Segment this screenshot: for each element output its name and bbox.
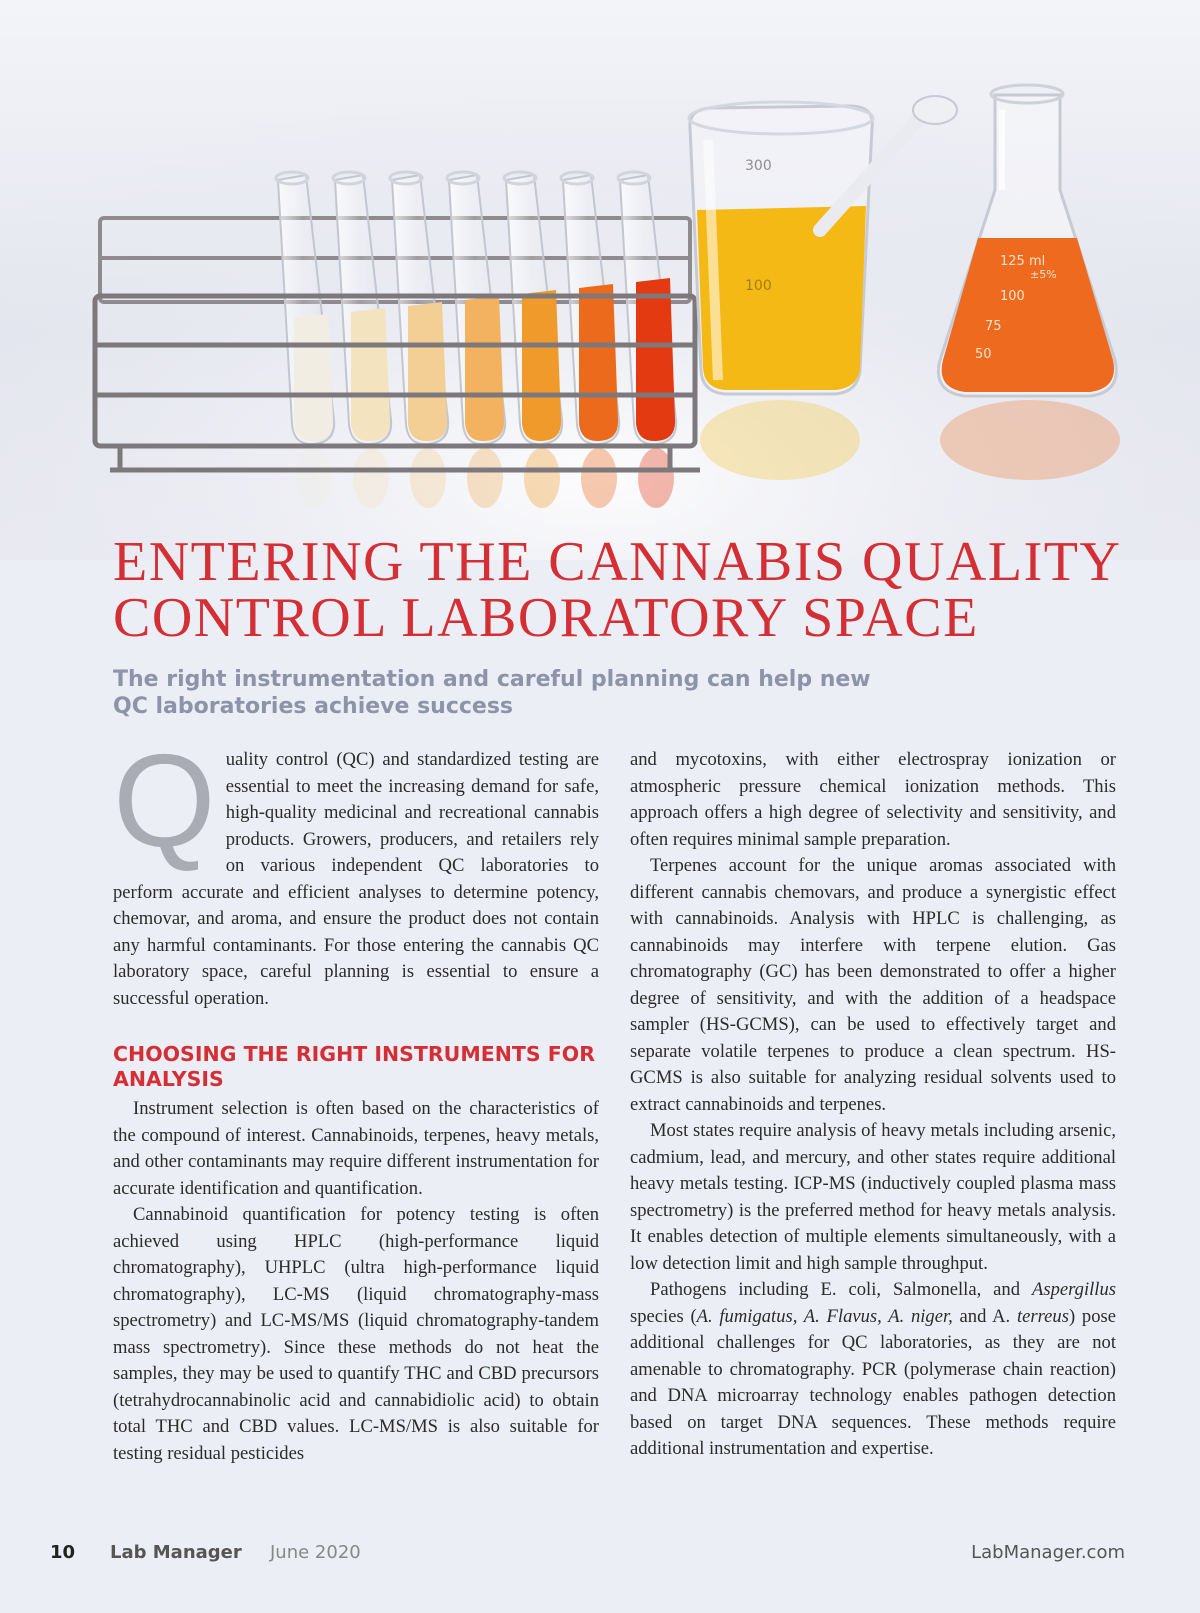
body-paragraph: Terpenes account for the unique aromas associated with different cannabis chemovars, and produce a synergistic effect with cannabinoids. Analysis with HPLC is challenging, as cannabinoids may interfere with terpene elution. Gas chromatography (GC) has been demonstrated to offer a higher degree of sensitivity, and with the addition of a headspace sampler (HS-GCMS), can be used to effectively target and separate volatile terpenes to produce a clean spectrum. HS-GCMS is also suitable for analyzing residual solvents used to extract cannabinoids and terpenes. — [630, 855, 1116, 1115]
intro-text: uality control (QC) and standardized testing are essential to meet the increasing demand for safe, high-quality medicinal and recreational cannabis products. Growers, producers, and retailers rely on various independent QC laboratories to perform accurate and efficient analyses to determine potency, chemovar, and aroma, and ensure the product does not contain any harmful contaminants. For those entering the cannabis QC laboratory space, careful planning is essential to ensure a successful operation. — [113, 749, 599, 1009]
text-run: Pathogens including E. coli, Salmonella, and — [650, 1279, 1032, 1300]
text-run: and A. — [952, 1305, 1017, 1327]
left-column — [113, 727, 599, 1467]
flask-mark: 125 ml — [1000, 254, 1046, 269]
right-column — [630, 747, 1116, 1463]
article-deck — [113, 666, 913, 720]
body-paragraph: Instrument selection is often based on the characteristics of the compound of interest. Cannabinoids, terpenes, heavy metals, and other contaminants may require different instrumentation for accurate identification and quantification. — [113, 1098, 599, 1199]
headline-line: ENTERING THE CANNABIS QUALITY — [113, 531, 1122, 593]
beaker-mark: 300 — [745, 158, 772, 174]
tube-reflection — [410, 448, 446, 508]
headline-line: CONTROL LABORATORY SPACE — [113, 587, 979, 649]
text-run: ) pose additional challenges for QC laboratories, as they are not amenable to chromatography. PCR (polymerase chain reaction) and DNA microarray technology enables pathogen detection based on target DNA sequences. These methods require additional instrumentation and expertise. — [630, 1305, 1116, 1459]
drop-cap: Q — [113, 727, 216, 874]
beaker-mark: 100 — [745, 278, 772, 294]
tube-reflection — [467, 448, 503, 508]
tube-liquid — [579, 284, 618, 441]
tube-reflection — [581, 448, 617, 508]
page-footer — [50, 1538, 1125, 1568]
flask-mark: 100 — [1000, 289, 1025, 304]
lab-glassware-illustration — [0, 0, 1200, 560]
tube-reflection — [353, 448, 389, 508]
text-run: species ( — [630, 1305, 697, 1327]
flask-mark: ±5% — [1030, 268, 1057, 281]
tube-liquid — [294, 314, 333, 441]
page-number: 10 — [50, 1542, 76, 1563]
intro-paragraph — [113, 727, 599, 1012]
article-headline — [113, 531, 1173, 649]
glass-reflection — [940, 400, 1120, 480]
body-paragraph: Cannabinoid quantification for potency testing is often achieved using HPLC (high-performance liquid chromatography), UHPLC (ultra high-performance liquid chromatography), LC-MS (liquid chromatography-mass spectrometry) and LC-MS/MS (liquid chromatography-tandem mass spectrometry). Since these methods do not heat the samples, they may be used to quantify THC and CBD precursors (tetrahydrocannabinolic acid and cannabidiolic acid) to obtain total THC and CBD values. LC-MS/MS is also suitable for testing residual pesticides — [113, 1204, 599, 1464]
section-heading: CHOOSING THE RIGHT INSTRUMENTS FOR ANALYSIS — [113, 1042, 595, 1091]
tube-reflection — [524, 448, 560, 508]
deck-line: QC laboratories achieve success — [113, 694, 514, 719]
issue-date: June 2020 — [270, 1542, 361, 1563]
italic-run: A. fumigatus, A. Flavus, A. niger, — [696, 1305, 953, 1327]
tube-reflection — [296, 448, 332, 508]
italic-run: terreus — [1016, 1305, 1069, 1327]
magazine-name: Lab Manager — [110, 1542, 242, 1563]
tube-liquid — [465, 296, 504, 441]
italic-run: Aspergillus — [1031, 1279, 1116, 1300]
tube-liquid — [408, 302, 447, 441]
tube-liquid — [351, 308, 390, 441]
site-url: LabManager.com — [971, 1542, 1125, 1563]
body-paragraph: Most states require analysis of heavy metals including arsenic, cadmium, lead, and mercury, and other states require additional heavy metals testing. ICP-MS (inductively coupled plasma mass spectrometry) is the preferred method for heavy metals analysis. It enables detection of multiple elements simultaneously, with a low detection limit and high sample throughput. — [630, 1120, 1116, 1274]
pathogens-paragraph — [630, 1277, 1116, 1463]
flask-mark: 50 — [975, 347, 992, 362]
tube-liquid — [636, 278, 675, 441]
deck-line: The right instrumentation and careful planning can help new — [113, 667, 871, 692]
hero-photo — [0, 0, 1200, 560]
glass-reflection — [700, 400, 860, 480]
body-paragraph: and mycotoxins, with either electrospray ionization or atmospheric pressure chemical ionization methods. This approach offers a high degree of selectivity and sensitivity, and often requires minimal sample preparation. — [630, 749, 1116, 850]
tube-liquid — [522, 290, 561, 441]
flask-mark: 75 — [985, 319, 1002, 334]
